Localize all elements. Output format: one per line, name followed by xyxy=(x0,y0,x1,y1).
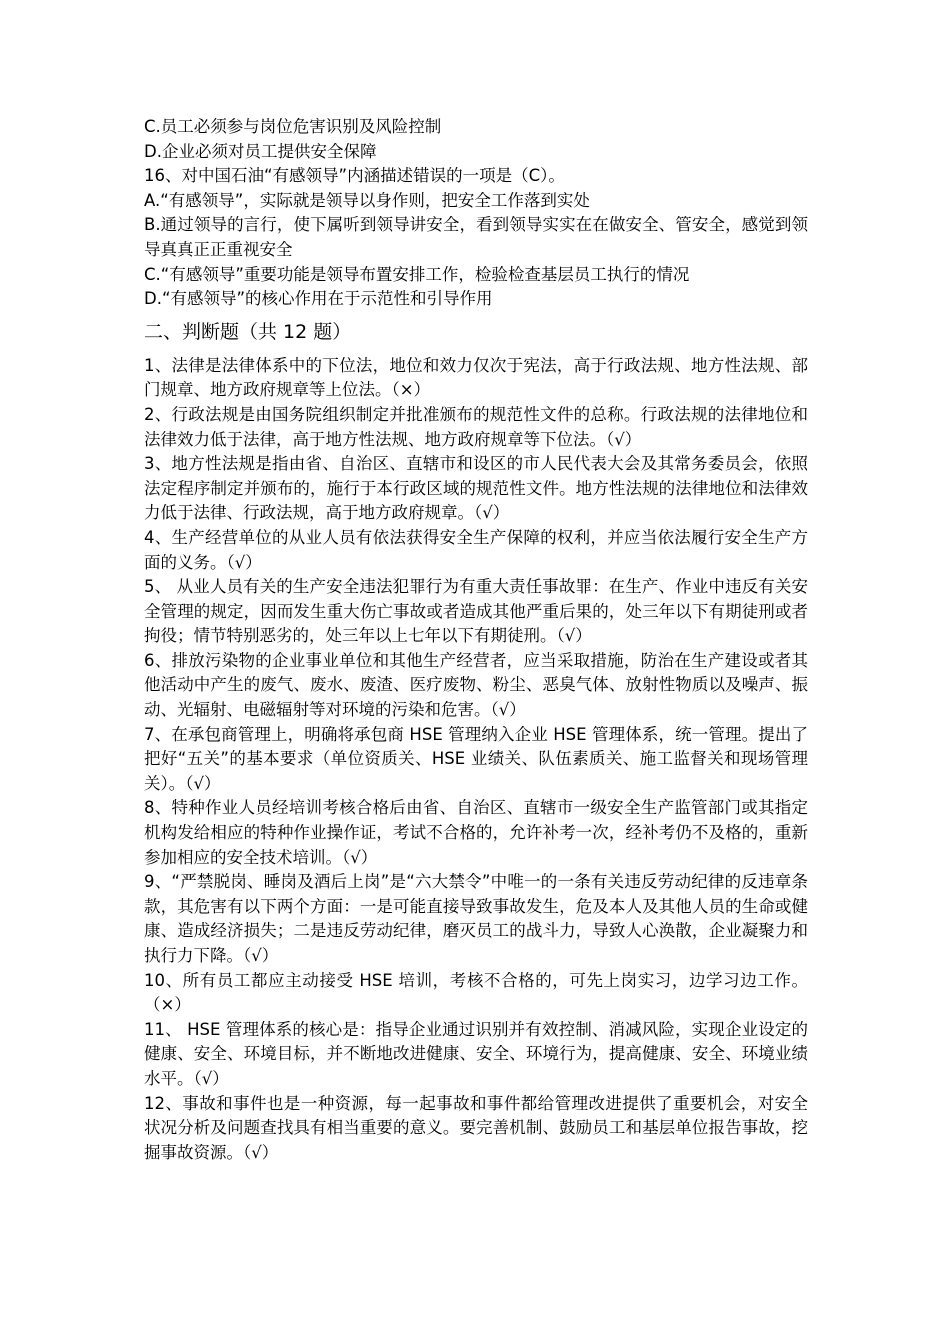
judgement-item-8: 8、特种作业人员经培训考核合格后由省、自治区、直辖市一级安全生产监管部门或其指定机构发给相应的特种作业操作证，考试不合格的，允许补考一次，经补考仍不及格的，重新参加相应的安全技术培训。（√） xyxy=(144,798,808,867)
judgement-list xyxy=(144,354,808,1166)
question-16-option-c: C.“有感领导”重要功能是领导布置安排工作，检验检查基层员工执行的情况 xyxy=(144,264,690,284)
question-16-stem: 16、对中国石油“有感领导”内涵描述错误的一项是（C）。 xyxy=(144,166,565,186)
judgement-item-7: 7、在承包商管理上，明确将承包商 HSE 管理纳入企业 HSE 管理体系，统一管理。提出了把好“五关”的基本要求（单位资质关、HSE 业绩关、队伍素质关、施工监督关和现场管理关）。（√） xyxy=(144,724,808,793)
question-16 xyxy=(144,164,808,312)
judgement-item-2: 2、行政法规是由国务院组织制定并批准颁布的规范性文件的总称。行政法规的法律地位和法律效力低于法律，高于地方性法规、地方政府规章等下位法。（√） xyxy=(144,404,808,449)
question-16-option-b: B.通过领导的言行，使下属听到领导讲安全，看到领导实实在在做安全、管安全，感觉到领导真真正正重视安全 xyxy=(144,215,808,259)
section-title: 二、判断题（共 12 题） xyxy=(144,320,352,343)
option-d-prev: D.企业必须对员工提供安全保障 xyxy=(144,141,377,161)
option-c-prev: C.员工必须参与岗位危害识别及风险控制 xyxy=(144,117,442,136)
judgement-item-6: 6、排放污染物的企业事业单位和其他生产经营者，应当采取措施，防治在生产建设或者其他活动中产生的废气、废水、废渣、医疗废物、粉尘、恶臭气体、放射性物质以及噪声、振动、光辐射、电磁辐射等对环境的污染和危害。（√） xyxy=(144,650,808,720)
judgement-item-5: 5、 从业人员有关的生产安全违法犯罪行为有重大责任事故罪：在生产、作业中违反有关安全管理的规定，因而发生重大伤亡事故或者造成其他严重后果的，处三年以下有期徒刑或者拘役；情节特别恶劣的，处三年以上七年以下有期徒刑。（√） xyxy=(144,577,808,646)
judgement-item-3: 3、地方性法规是指由省、自治区、直辖市和设区的市人民代表大会及其常务委员会，依照法定程序制定并颁布的，施行于本行政区域的规范性文件。地方性法规的法律地位和法律效力低于法律、行政法规，高于地方政府规章。（√） xyxy=(144,454,808,523)
question-16-option-d: D.“有感领导”的核心作用在于示范性和引导作用 xyxy=(144,289,493,309)
document-page xyxy=(144,115,808,1165)
question-16-option-a: A.“有感领导”，实际就是领导以身作则，把安全工作落到实处 xyxy=(144,190,590,210)
judgement-item-4: 4、生产经营单位的从业人员有依法获得安全生产保障的权利，并应当依法履行安全生产方面的义务。（√） xyxy=(144,527,808,572)
judgement-item-9: 9、“严禁脱岗、睡岗及酒后上岗”是“六大禁令”中唯一的一条有关违反劳动纪律的反违章条款，其危害有以下两个方面：一是可能直接导致事故发生，危及本人及其他人员的生命或健康、造成经济损失；二是违反劳动纪律，磨灭员工的战斗力，导致人心涣散，企业凝聚力和执行力下降。（√） xyxy=(144,872,808,965)
judgement-item-1: 1、法律是法律体系中的下位法，地位和效力仅次于宪法，高于行政法规、地方性法规、部门规章、地方政府规章等上位法。（×） xyxy=(144,355,808,400)
judgement-item-12: 12、事故和事件也是一种资源，每一起事故和事件都给管理改进提供了重要机会，对安全状况分析及问题查找具有相当重要的意义。要完善机制、鼓励员工和基层单位报告事故，挖掘事故资源。（√） xyxy=(144,1093,808,1162)
judgement-item-11: 11、 HSE 管理体系的核心是：指导企业通过识别并有效控制、消减风险，实现企业设定的健康、安全、环境目标，并不断地改进健康、安全、环境行为，提高健康、安全、环境业绩水平。（√） xyxy=(144,1019,808,1088)
judgement-item-10: 10、所有员工都应主动接受 HSE 培训，考核不合格的，可先上岗实习，边学习边工作。（×） xyxy=(144,970,808,1015)
